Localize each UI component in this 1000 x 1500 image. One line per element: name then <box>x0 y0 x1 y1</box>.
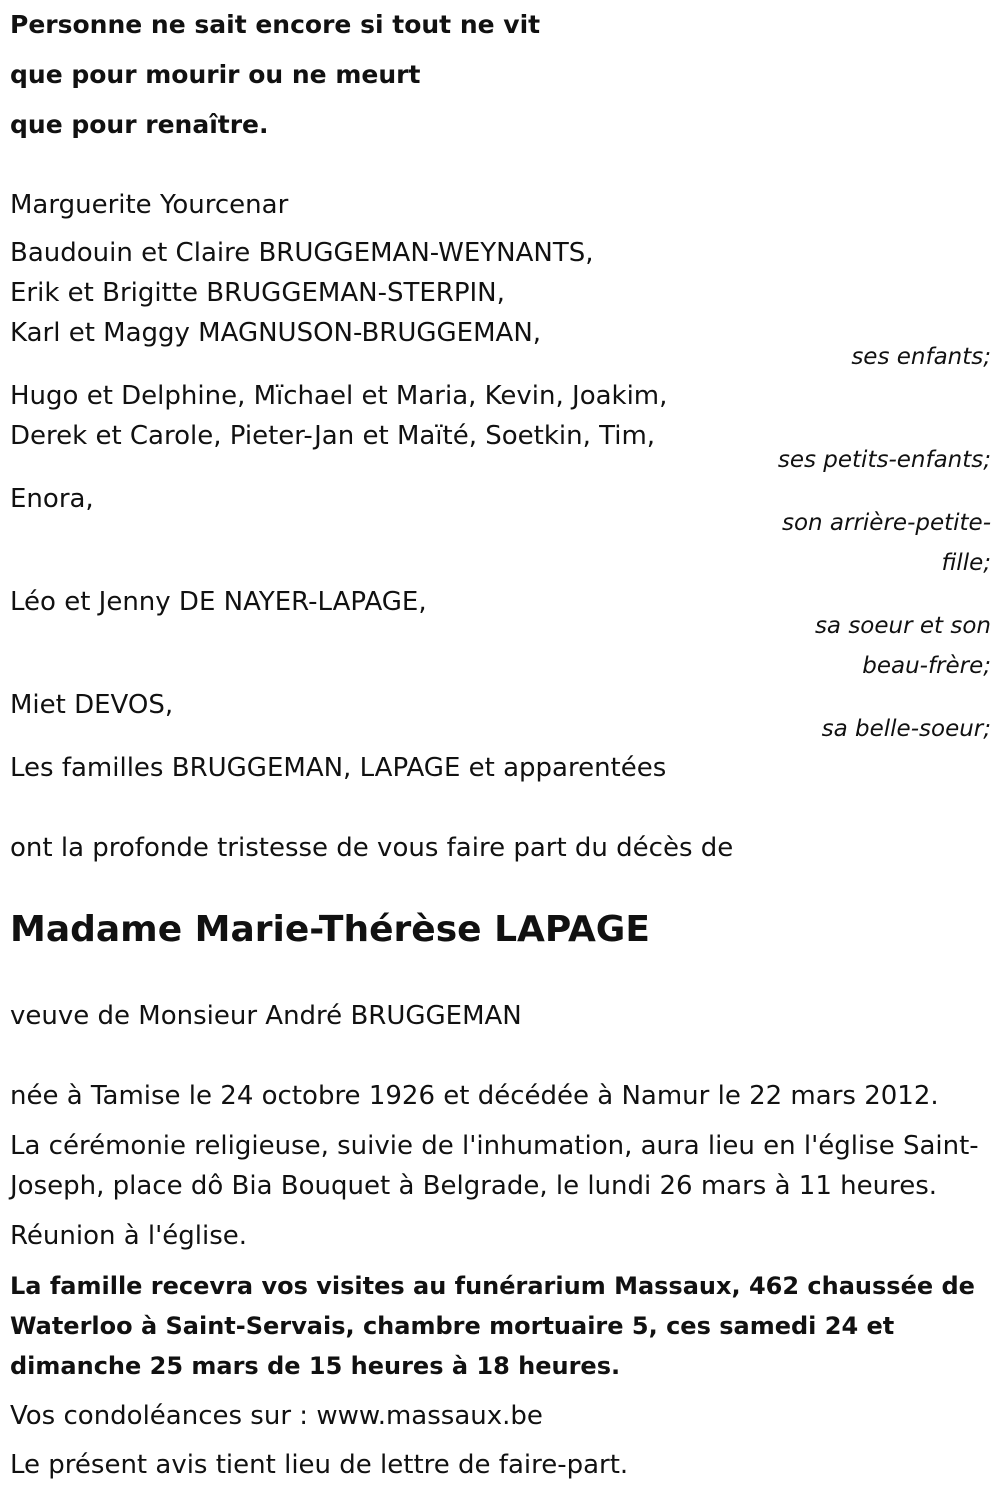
grandchildren-line-1: Hugo et Delphine, Mïchael et Maria, Kevin, Joakim, <box>10 381 668 411</box>
notice-text: Le présent avis tient lieu de lettre de faire-part. <box>10 1450 629 1480</box>
quote-line-3: que pour renaître. <box>10 110 269 139</box>
children-role: ses enfants; <box>851 344 991 370</box>
sister-role: sa soeur et son beau-frère; <box>814 613 991 679</box>
condolences-link[interactable]: Vos condoléances sur : www.massaux.be <box>10 1401 543 1431</box>
child-family-1: Baudouin et Claire BRUGGEMAN-WEYNANTS, <box>10 238 594 268</box>
great-granddaughter-role: son arrière-petite-fille; <box>781 510 991 576</box>
grandchildren-role: ses petits-enfants; <box>777 447 991 473</box>
deceased-name: Madame Marie-Thérèse LAPAGE <box>10 909 650 950</box>
grandchildren-line-2: Derek et Carole, Pieter-Jan et Maïté, Soetkin, Tim, <box>10 421 656 451</box>
related-families: Les familles BRUGGEMAN, LAPAGE et apparentées <box>10 753 667 783</box>
quote-author: Marguerite Yourcenar <box>10 190 289 220</box>
birth-death-dates: née à Tamise le 24 octobre 1926 et décédée à Namur le 22 mars 2012. <box>10 1081 939 1111</box>
visits-details: La famille recevra vos visites au funérarium Massaux, 462 chaussée de Waterloo à Saint-Servais, chambre mortuaire 5, ces samedi 24 et dimanche 25 mars de 15 heures à 18 heures. <box>10 1272 975 1380</box>
announcement-text: ont la profonde tristesse de vous faire part du décès de <box>10 833 734 863</box>
sister-in-law: Miet DEVOS, <box>10 690 174 720</box>
sister-in-law-role: sa belle-soeur; <box>821 716 991 742</box>
child-family-2: Erik et Brigitte BRUGGEMAN-STERPIN, <box>10 278 505 308</box>
quote-line-1: Personne ne sait encore si tout ne vit <box>10 10 541 39</box>
quote-line-2: que pour mourir ou ne meurt <box>10 60 421 89</box>
sister-family: Léo et Jenny DE NAYER-LAPAGE, <box>10 587 427 617</box>
great-granddaughter: Enora, <box>10 484 94 514</box>
ceremony-details: La cérémonie religieuse, suivie de l'inhumation, aura lieu en l'église Saint-Joseph, place dô Bia Bouquet à Belgrade, le lundi 26 mars à 11 heures. <box>10 1131 979 1201</box>
child-family-3: Karl et Maggy MAGNUSON-BRUGGEMAN, <box>10 318 542 348</box>
widow-of: veuve de Monsieur André BRUGGEMAN <box>10 1001 522 1031</box>
meeting-location: Réunion à l'église. <box>10 1221 248 1251</box>
